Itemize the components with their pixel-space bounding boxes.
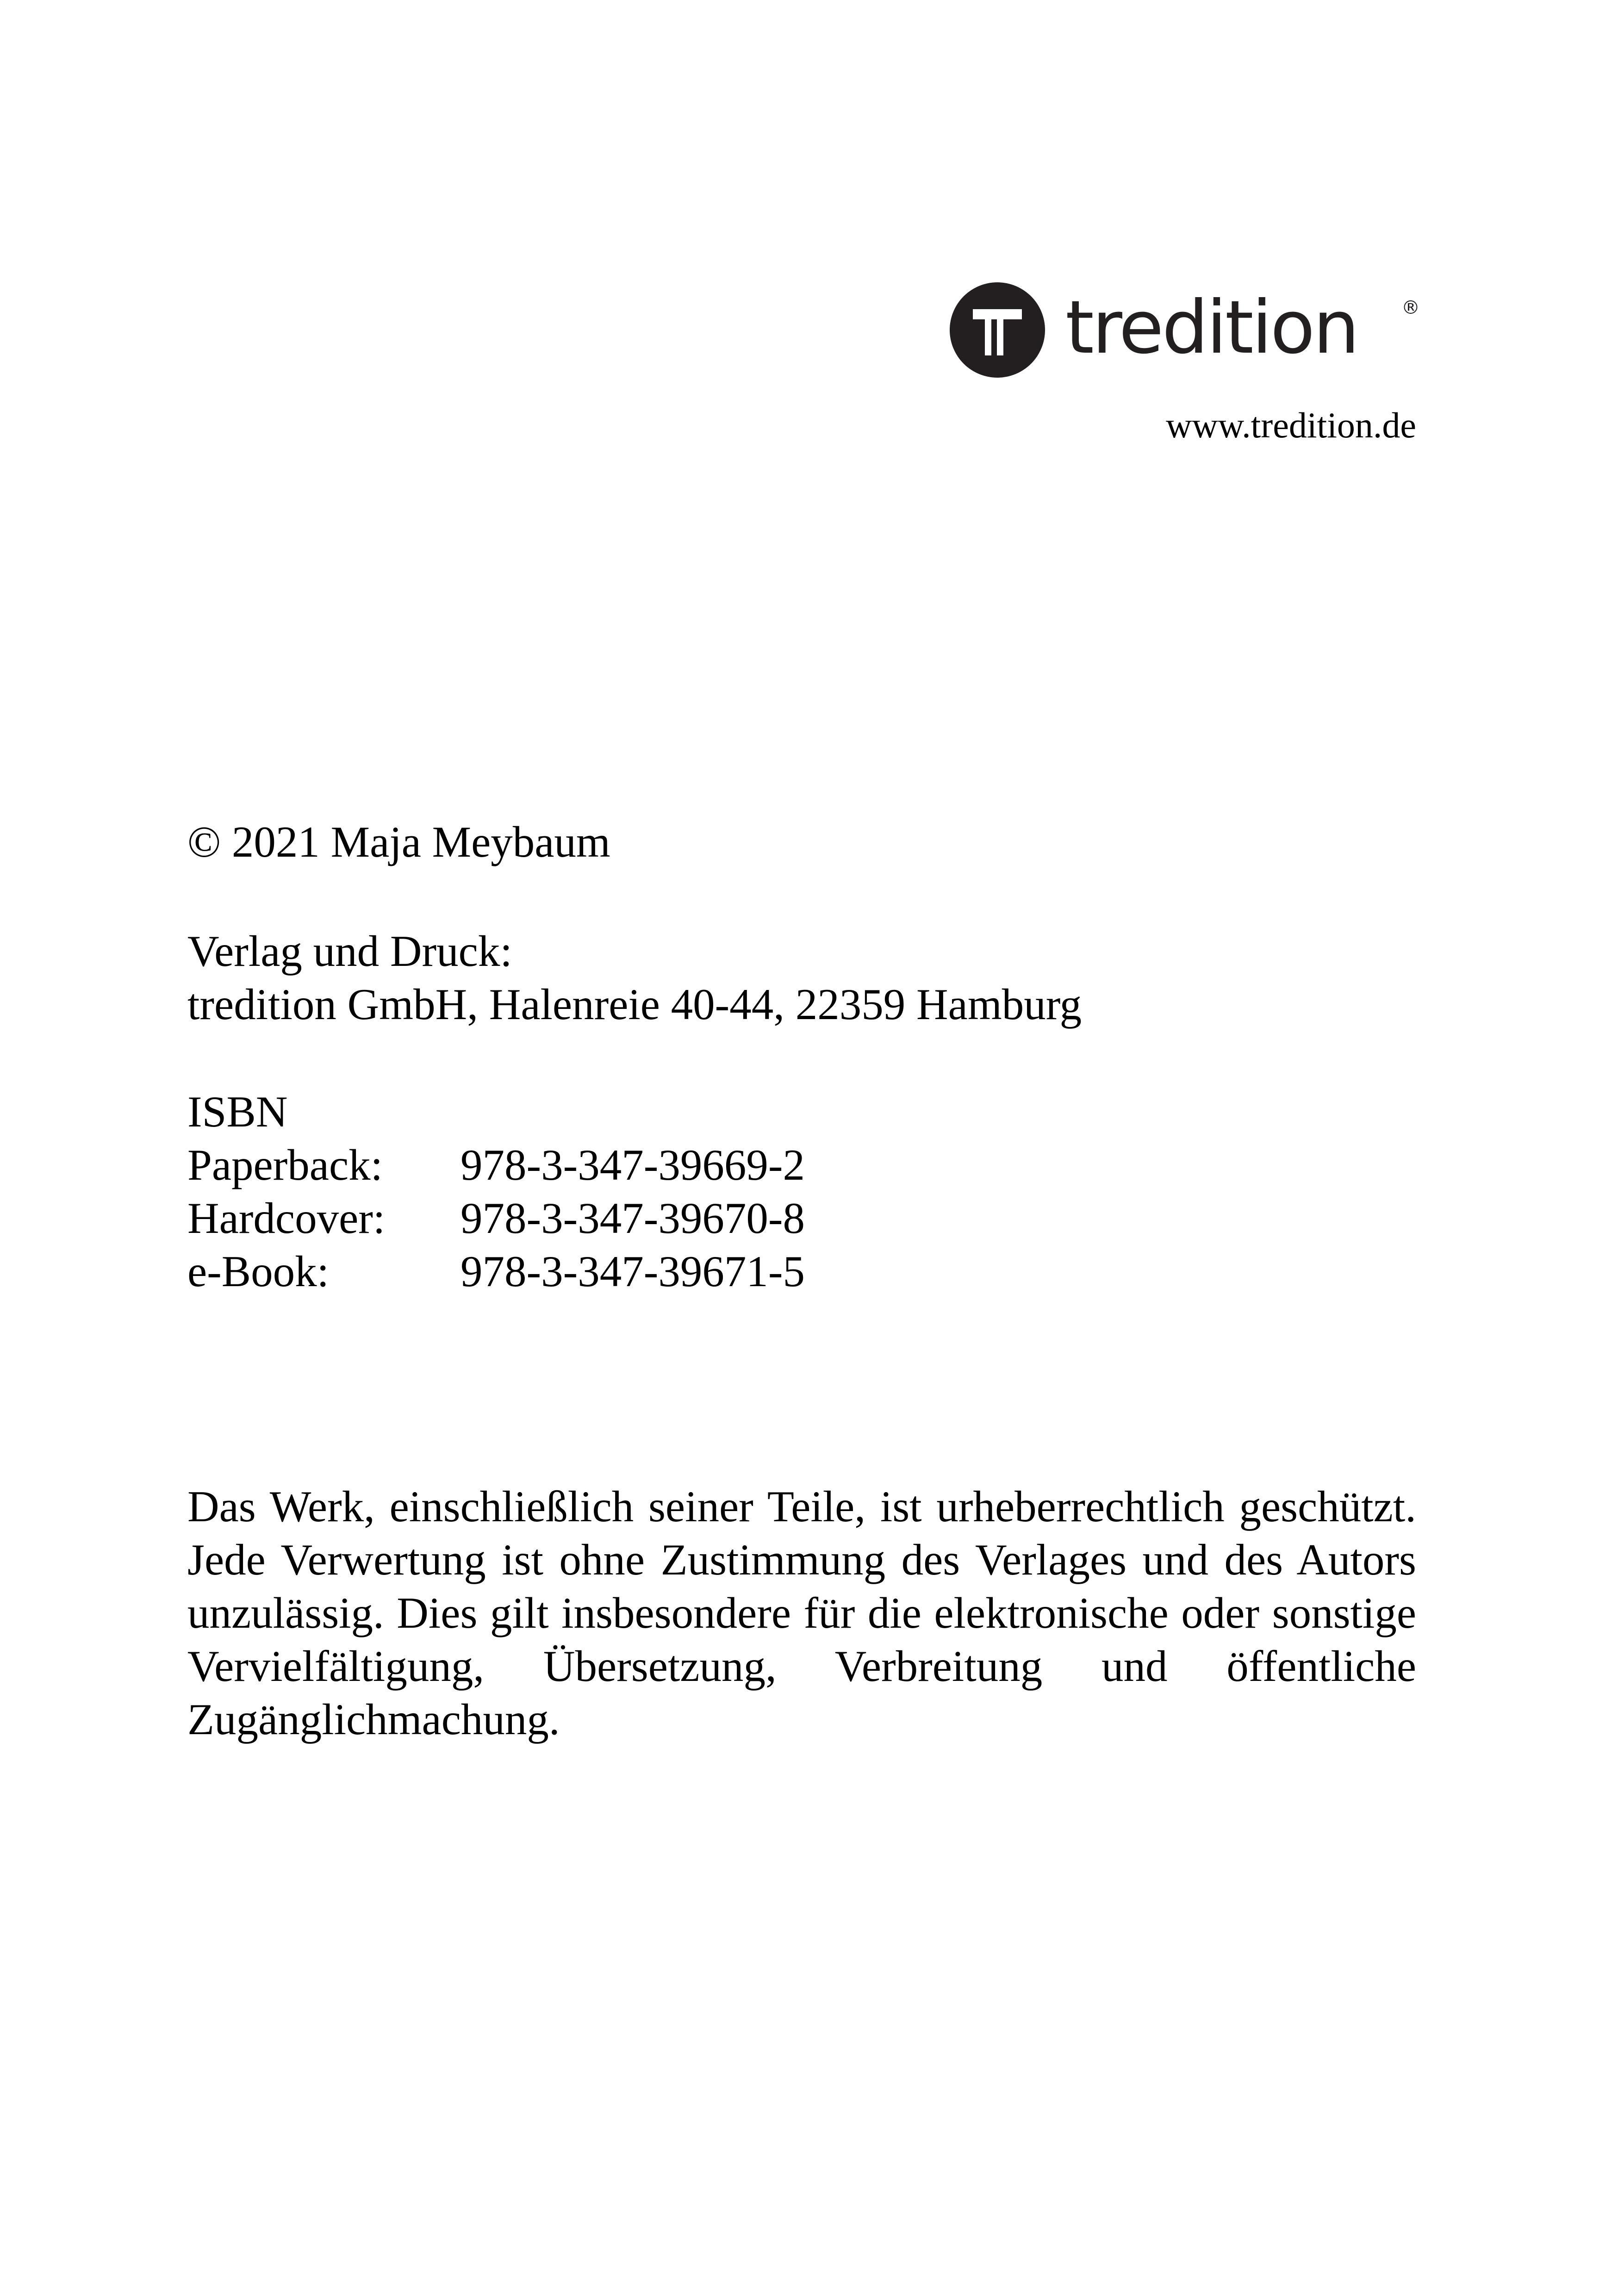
publisher-heading: Verlag und Druck: xyxy=(187,927,512,976)
publisher-website: www.tredition.de xyxy=(1166,405,1416,445)
tredition-logo-graphic xyxy=(944,273,1420,384)
publisher-info xyxy=(187,925,1082,1031)
isbn-row-paperback xyxy=(187,1139,805,1192)
isbn-label: e-Book: xyxy=(187,1247,330,1296)
isbn-number: 978-3-347-39669-2 xyxy=(461,1140,805,1189)
isbn-label: Paperback: xyxy=(187,1140,383,1189)
isbn-number: 978-3-347-39670-8 xyxy=(461,1194,805,1243)
isbn-heading: ISBN xyxy=(187,1087,288,1136)
isbn-number: 978-3-347-39671-5 xyxy=(461,1247,805,1296)
legal-notice: Das Werk, einschließlich seiner Teile, ist urheberrechtlich geschützt. Jede Verwertung ist ohne Zustimmung des Verlages und des Autors unzulässig. Dies gilt insbesondere für die elektronische oder sonstige Vervielfältigung, Übersetzung, Verbreitung und öffentliche Zugänglichmachung. xyxy=(187,1482,1416,1744)
isbn-label: Hardcover: xyxy=(187,1194,386,1243)
copyright-line: © 2021 Maja Meybaum xyxy=(187,817,610,866)
publisher-address: tredition GmbH, Halenreie 40-44, 22359 Hamburg xyxy=(187,980,1082,1029)
tredition-emblem-icon xyxy=(950,282,1045,378)
isbn-row-hardcover xyxy=(187,1192,805,1245)
registered-mark: ® xyxy=(1401,297,1420,318)
isbn-section xyxy=(187,1085,805,1298)
tredition-logo xyxy=(944,273,1420,384)
tredition-wordmark: tredition xyxy=(1065,285,1358,370)
isbn-row-ebook xyxy=(187,1245,805,1298)
